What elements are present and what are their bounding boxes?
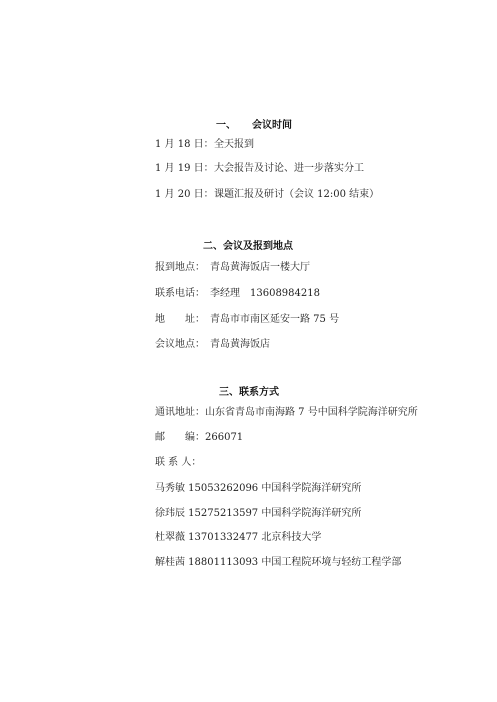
contact-person: 杜翠薇 13701332477 北京科技大学	[155, 532, 322, 543]
venue-label: 联系电话：	[155, 288, 205, 299]
schedule-row	[155, 163, 364, 175]
schedule-row	[155, 189, 379, 201]
section-heading-contact: 三、联系方式	[219, 387, 279, 398]
venue-value: 李经理 13608984218	[210, 288, 320, 299]
heading-text: 会议时间	[252, 120, 292, 131]
contact-person: 徐玮辰 15275213597 中国科学院海洋研究所	[155, 508, 362, 519]
section-heading-time	[216, 116, 292, 131]
schedule-date: 1 月 19 日：	[155, 163, 214, 174]
postcode-row	[155, 432, 243, 444]
schedule-date: 1 月 20 日：	[155, 189, 214, 200]
schedule-item: 课题汇报及研讨（会议 12:00 结束）	[214, 189, 380, 200]
address-label: 通讯地址：	[155, 407, 205, 418]
heading-number: 一、	[216, 120, 236, 131]
venue-value: 青岛黄海饭店	[210, 339, 270, 350]
venue-row	[155, 288, 320, 300]
venue-row	[155, 262, 310, 274]
postcode-value: 266071	[205, 432, 244, 443]
venue-value: 青岛市市南区延安一路 75 号	[210, 314, 340, 325]
people-label-row	[155, 457, 201, 469]
section-heading-venue: 二、会议及报到地点	[203, 241, 293, 252]
schedule-row	[155, 139, 254, 151]
venue-label: 地 址：	[155, 314, 205, 325]
schedule-item: 全天报到	[214, 139, 254, 150]
venue-row	[155, 339, 270, 351]
schedule-date: 1 月 18 日：	[155, 139, 214, 150]
venue-label: 会议地点：	[155, 339, 205, 350]
address-row	[155, 407, 418, 419]
venue-label: 报到地点：	[155, 262, 205, 273]
postcode-label: 邮 编：	[155, 432, 205, 443]
venue-row	[155, 314, 339, 326]
address-value: 山东省青岛市南海路 7 号中国科学院海洋研究所	[205, 407, 418, 418]
contact-person: 解桂茜 18801113093 中国工程院环境与轻纺工程学部	[155, 557, 402, 568]
contact-person: 马秀敏 15053262096 中国科学院海洋研究所	[155, 483, 362, 494]
people-label: 联 系 人：	[155, 457, 202, 468]
venue-value: 青岛黄海饭店一楼大厅	[210, 262, 310, 273]
schedule-item: 大会报告及讨论、进一步落实分工	[214, 163, 364, 174]
